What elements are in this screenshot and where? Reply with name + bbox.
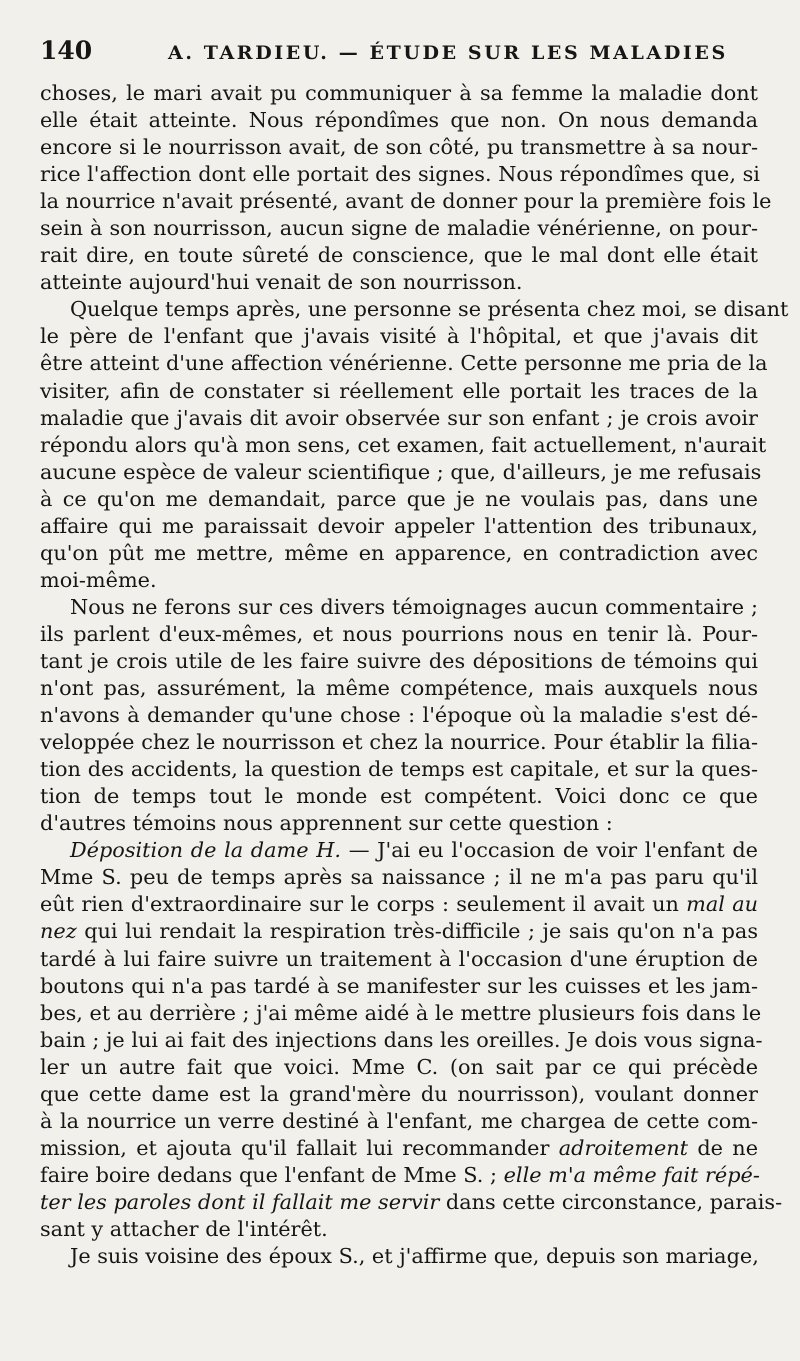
- text-run: à la nourrice un verre destiné à l'enfant, me chargea de cette com-: [40, 1108, 758, 1133]
- text-run: être atteint d'une affection vénérienne. Cette personne me pria de la: [40, 351, 768, 376]
- text-run: répondu alors qu'à mon sens, cet examen, fait actuellement, n'aurait: [40, 432, 767, 457]
- text-run: d'autres témoins nous apprennent sur cette question :: [40, 811, 613, 836]
- text-line: [40, 134, 758, 161]
- text-run: de ne: [688, 1135, 759, 1160]
- text-line: [40, 594, 758, 621]
- text-line: [40, 1216, 758, 1243]
- text-line: [40, 783, 758, 810]
- page-header: [40, 36, 760, 72]
- text-line: [40, 1108, 758, 1135]
- text-line: [40, 1243, 758, 1270]
- text-run: bes, et au derrière ; j'ai même aidé à le mettre plusieurs fois dans le: [40, 1000, 762, 1025]
- text-run: Mme S. peu de temps après sa naissance ; il ne m'a pas paru qu'il: [40, 865, 758, 890]
- text-line: [40, 540, 758, 567]
- text-run: n'avons à demander qu'une chose : l'époque où la maladie s'est dé-: [40, 703, 758, 728]
- text-run: tardé à lui faire suivre un traitement à l'occasion d'une éruption de: [40, 946, 758, 971]
- text-run: rait dire, en toute sûreté de conscience, que le mal dont elle était: [40, 243, 758, 268]
- text-line: [40, 756, 758, 783]
- text-run: veloppée chez le nourrisson et chez la nourrice. Pour établir la filia-: [40, 730, 758, 755]
- text-line: [40, 215, 758, 242]
- text-run: le père de l'enfant que j'avais visité à l'hôpital, et que j'avais dit: [40, 324, 758, 349]
- text-run: boutons qui n'a pas tardé à se manifester sur les cuisses et les jam-: [40, 973, 758, 998]
- paragraph: [40, 296, 789, 594]
- text-run: — J'ai eu l'occasion de voir l'enfant de: [341, 838, 758, 863]
- text-run: tant je crois utile de les faire suivre des dépositions de témoins qui: [40, 648, 758, 673]
- text-line: [40, 269, 758, 296]
- text-line: [40, 80, 758, 107]
- text-run: à ce qu'on me demandait, parce que je ne voulais pas, dans une: [40, 486, 758, 511]
- text-line: [40, 296, 789, 323]
- italic-text: mal au: [686, 892, 758, 917]
- text-run: tion de temps tout le monde est compétent. Voici donc ce que: [40, 784, 758, 809]
- text-line: [40, 621, 758, 648]
- text-line: [40, 378, 758, 405]
- text-line: [40, 1000, 762, 1027]
- text-run: tion des accidents, la question de temps est capitale, et sur la ques-: [40, 757, 758, 782]
- text-run: eût rien d'extraordinaire sur le corps : seulement il avait un: [40, 892, 687, 917]
- text-line: [40, 918, 758, 945]
- text-run: mission, et ajouta qu'il fallait lui recommander: [40, 1135, 559, 1160]
- text-run: n'ont pas, assurément, la même compétence, mais auxquels nous: [40, 676, 758, 701]
- text-line: [40, 675, 758, 702]
- running-head: A. TARDIEU. — ÉTUDE SUR LES MALADIES: [168, 42, 728, 64]
- paragraph: [40, 837, 783, 1243]
- text-line: [40, 729, 758, 756]
- text-run: la nourrice n'avait présenté, avant de donner pour la première fois le: [40, 189, 772, 214]
- paragraph: [40, 594, 758, 837]
- text-run: ler un autre fait que voici. Mme C. (on sait par ce qui précède: [40, 1054, 758, 1079]
- text-run: moi-même.: [40, 567, 157, 592]
- text-line: [40, 1027, 763, 1054]
- italic-text: adroitement: [558, 1135, 689, 1160]
- paragraph: [40, 80, 772, 296]
- text-run: sein à son nourrisson, aucun signe de maladie vénérienne, on pour-: [40, 216, 758, 241]
- text-run: encore si le nourrisson avait, de son côté, pu transmettre à sa nour-: [40, 135, 758, 160]
- text-line: [40, 702, 758, 729]
- text-line: [40, 513, 758, 540]
- text-line: [40, 837, 758, 864]
- text-line: [40, 1054, 758, 1081]
- text-line: [40, 810, 758, 837]
- italic-text: ter les paroles dont il fallait me servir: [40, 1189, 440, 1214]
- text-run: dans cette circonstance, parais-: [439, 1189, 783, 1214]
- italic-text: elle m'a même fait répé-: [503, 1162, 760, 1187]
- text-line: [40, 1189, 783, 1216]
- text-line: [40, 567, 758, 594]
- text-run: choses, le mari avait pu communiquer à sa femme la maladie dont: [40, 81, 758, 105]
- text-run: maladie que j'avais dit avoir observée sur son enfant ; je crois avoir: [40, 405, 758, 430]
- text-line: [40, 486, 758, 513]
- text-run: elle était atteinte. Nous répondîmes que non. On nous demanda: [40, 108, 758, 133]
- text-run: Quelque temps après, une personne se présenta chez moi, se disant: [70, 297, 789, 322]
- text-run: sant y attacher de l'intérêt.: [40, 1216, 328, 1241]
- text-run: aucune espèce de valeur scientifique ; que, d'ailleurs, je me refusais: [40, 459, 762, 484]
- text-line: [40, 161, 758, 188]
- body-text: [40, 80, 789, 1270]
- text-run: atteinte aujourd'hui venait de son nourrisson.: [40, 270, 523, 295]
- paragraph: [40, 1243, 758, 1270]
- text-line: [40, 432, 767, 459]
- text-run: Nous ne ferons sur ces divers témoignages aucun commentaire ;: [70, 594, 758, 619]
- text-line: [40, 323, 758, 350]
- text-line: [40, 973, 758, 1000]
- text-run: affaire qui me paraissait devoir appeler l'attention des tribunaux,: [40, 513, 758, 538]
- page-number: 140: [40, 36, 93, 65]
- italic-text: nez: [40, 919, 77, 944]
- text-line: [40, 891, 758, 918]
- text-run: Je suis voisine des époux S., et j'affirme que, depuis son mariage,: [70, 1244, 759, 1269]
- text-run: ils parlent d'eux-mêmes, et nous pourrions nous en tenir là. Pour-: [40, 621, 758, 646]
- text-run: rice l'affection dont elle portait des signes. Nous répondîmes que, si: [40, 162, 760, 187]
- text-line: [40, 648, 758, 675]
- text-line: [40, 864, 758, 891]
- text-line: [40, 405, 758, 432]
- text-line: [40, 1081, 758, 1108]
- text-line: [40, 946, 758, 973]
- text-line: [40, 1162, 758, 1189]
- text-run: faire boire dedans que l'enfant de Mme S. ;: [40, 1162, 504, 1187]
- text-line: [40, 107, 758, 134]
- text-line: [40, 1135, 758, 1162]
- text-run: visiter, afin de constater si réellement elle portait les traces de la: [40, 378, 758, 403]
- text-line: [40, 350, 768, 377]
- text-run: qu'on pût me mettre, même en apparence, en contradiction avec: [40, 540, 758, 565]
- text-run: qui lui rendait la respiration très-difficile ; je sais qu'on n'a pas: [76, 919, 758, 944]
- text-run: que cette dame est la grand'mère du nourrisson), voulant donner: [40, 1081, 758, 1106]
- text-line: [40, 188, 772, 215]
- italic-text: Déposition de la dame H.: [70, 838, 341, 863]
- text-run: bain ; je lui ai fait des injections dans les oreilles. Je dois vous signa-: [40, 1027, 763, 1052]
- text-line: [40, 459, 762, 486]
- text-line: [40, 242, 758, 269]
